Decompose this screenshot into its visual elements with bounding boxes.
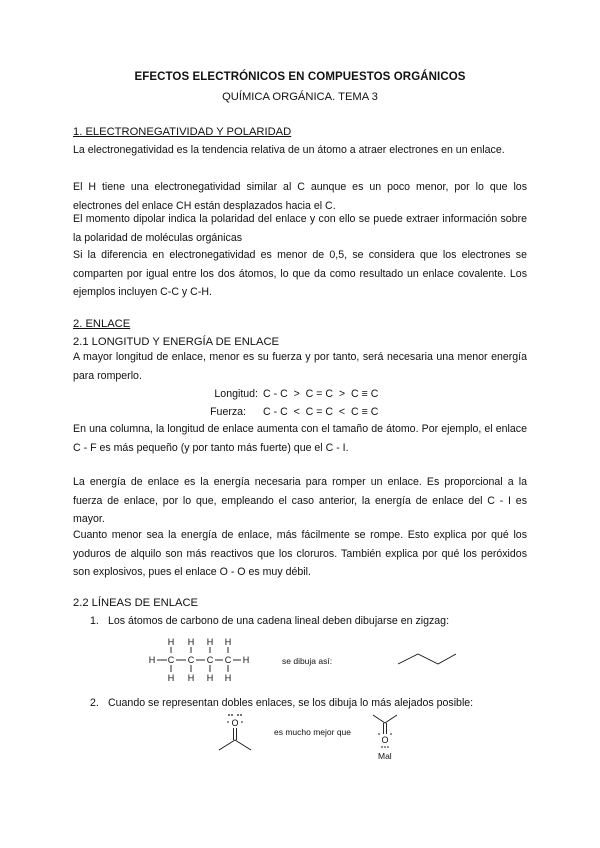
oxygen-atom: O xyxy=(231,718,239,728)
hydrogen-atom: H xyxy=(206,637,214,647)
oxygen-atom: O xyxy=(381,735,389,745)
lone-pair-dot xyxy=(237,714,239,716)
list-item-text: Los átomos de carbono de una cadena lineal deben dibujarse en zigzag: xyxy=(108,615,450,627)
hydrogen-atom: H xyxy=(224,673,232,683)
list-number: 2. xyxy=(90,697,99,709)
lone-pair-dot xyxy=(390,733,392,735)
lone-pair-dot xyxy=(381,746,383,748)
bad-example-label: Mal xyxy=(378,751,392,761)
comparison-expression: C - C < C = C < C ≡ C xyxy=(263,406,379,418)
section1-heading: 1. ELECTRONEGATIVIDAD Y POLARIDAD xyxy=(73,126,292,138)
section2-1-intro: A mayor longitud de enlace, menor es su fuerza y por tanto, será necesaria una menor energía para romperlo. xyxy=(73,351,527,382)
carbon-skeleton xyxy=(373,715,397,723)
figure1-caption: se dibuja así: xyxy=(282,656,333,666)
lone-pair-dot xyxy=(387,746,389,748)
carbon-skeleton xyxy=(219,740,251,750)
section2-1-energy: La energía de enlace es la energía necesaria para romper un enlace. Es proporcional a la fuerza de enlace, por lo que, empleando el caso anterior, la energía de enlace del C - I es mayor. xyxy=(73,476,527,526)
section1-paragraph: El H tiene una electronegatividad similar al C aunque es un poco menor, por lo que los electrones del enlace CH están desplazados hacia el C. xyxy=(73,181,527,212)
section1-paragraph: El momento dipolar indica la polaridad del enlace y con ello se puede extraer información sobre la polaridad de moléculas orgánicas xyxy=(73,213,527,244)
zigzag-chain xyxy=(398,654,456,664)
section2-1-after: En una columna, la longitud de enlace aumenta con el tamaño de átomo. Por ejemplo, el enlace C - F es más pequeño (y por tanto más fuerte) que el C - I. xyxy=(73,423,527,454)
lone-pair-dot xyxy=(241,721,243,723)
hydrogen-atom: H xyxy=(187,637,195,647)
lone-pair-dot xyxy=(378,733,380,735)
list-item-text: Cuando se representan dobles enlaces, se los dibuja lo más alejados posible: xyxy=(108,697,474,709)
section2-2-heading: 2.2 LÍNEAS DE ENLACE xyxy=(73,597,198,609)
lone-pair-dot xyxy=(227,721,229,723)
hydrogen-atom: H xyxy=(187,673,195,683)
hydrogen-atom: H xyxy=(148,655,156,665)
section1-paragraph: La electronegatividad es la tendencia relativa de un átomo a atraer electrones en un enlace. xyxy=(73,144,505,156)
comparison-label: Fuerza: xyxy=(210,406,246,418)
hydrogen-atom: H xyxy=(167,637,175,647)
lone-pair-dot xyxy=(228,714,230,716)
carbon-atom: C xyxy=(224,655,232,665)
section2-1-heading: 2.1 LONGITUD Y ENERGÍA DE ENLACE xyxy=(73,336,280,348)
document-title: EFECTOS ELECTRÓNICOS EN COMPUESTOS ORGÁNICOS xyxy=(134,71,466,83)
carbon-atom: C xyxy=(167,655,175,665)
figure2-caption: es mucho mejor que xyxy=(274,727,352,737)
document-subtitle: QUÍMICA ORGÁNICA. TEMA 3 xyxy=(222,91,378,103)
hydrogen-atom: H xyxy=(206,673,214,683)
lone-pair-dot xyxy=(384,746,386,748)
section2-heading: 2. ENLACE xyxy=(73,318,131,330)
lone-pair-dot xyxy=(231,714,233,716)
carbon-atom: C xyxy=(187,655,195,665)
section2-1-break: Cuanto menor sea la energía de enlace, más fácilmente se rompe. Esto explica por qué los yoduros de alquilo son más reactivos que los cloruros. También explica por qué los peróxidos son explosivos, pues el enlace O - O es muy débil. xyxy=(73,529,527,579)
hydrogen-atom: H xyxy=(242,655,250,665)
hydrogen-atom: H xyxy=(224,637,232,647)
hydrogen-atom: H xyxy=(167,673,175,683)
comparison-expression: C - C > C = C > C ≡ C xyxy=(263,388,379,400)
section1-paragraph: Si la diferencia en electronegatividad es menor de 0,5, se considera que los electrones se comparten por igual entre los dos átomos, lo que da como resultado un enlace covalente. Los ejemplos incluyen C-C y C-H. xyxy=(73,249,527,299)
lone-pair-dot xyxy=(240,714,242,716)
carbon-atom: C xyxy=(206,655,214,665)
comparison-label: Longitud: xyxy=(214,388,258,400)
list-number: 1. xyxy=(90,615,99,627)
